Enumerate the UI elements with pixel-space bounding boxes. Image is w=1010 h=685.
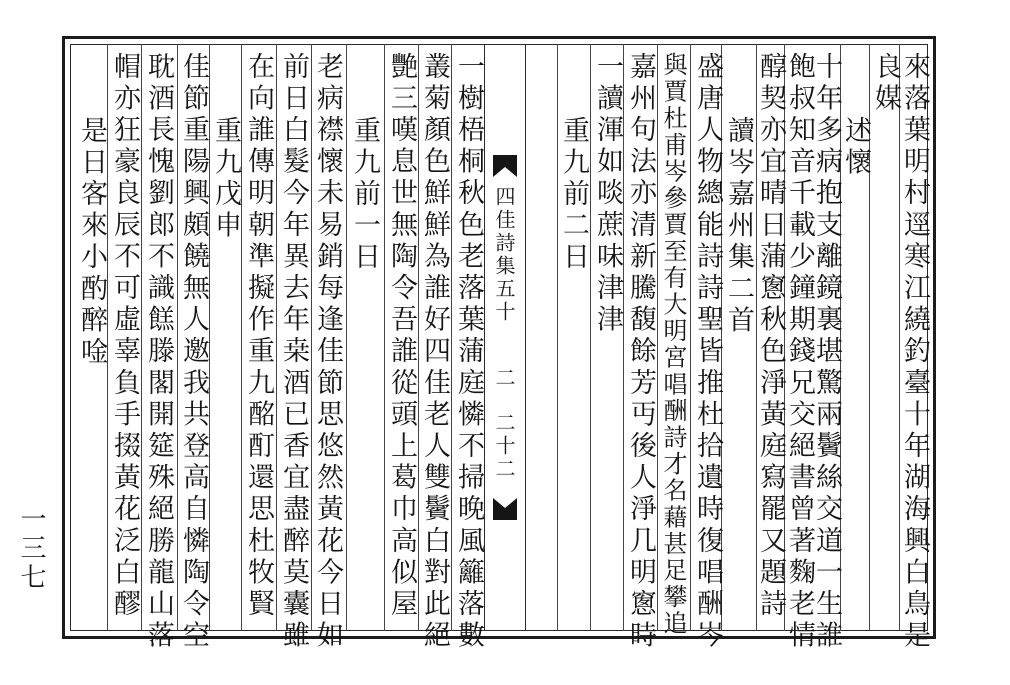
fold-column (484, 44, 526, 631)
text-column-14: 叢菊顏色鮮鮮為誰好四佳老人雙鬢白對此絕 (419, 52, 450, 653)
fold-page: 二十二 (492, 412, 516, 481)
poem-title-shu-huai: 述懷 (840, 116, 871, 180)
text-column-21: 佳節重陽興頗饒無人邀我共登高自憐陶令空 (178, 52, 209, 653)
text-column-9: 與賈杜甫岑參賈至有大明宮唱酬詩才名藉甚足攀追 (659, 52, 687, 638)
margin-page-number: 一三七 (16, 505, 46, 592)
column-rule (384, 44, 385, 631)
text-column-19: 在向誰傳明朝準擬作重九酩酊還思杜牧賢 (243, 52, 274, 621)
text-column-23: 帽亦狂豪良辰不可虛辜負手掇黃花泛白醪 (109, 52, 140, 621)
text-column-24: 是日客來小酌醉唫 (76, 116, 107, 369)
text-column-13: 一樹梧桐秋色老落葉蒲庭憐不掃晚風籬落數 (453, 52, 484, 653)
text-column-22: 耽酒長愧劉郎不識餻滕閣開筵殊絕勝龍山落 (143, 52, 174, 653)
column-rule (346, 44, 347, 631)
column-rule (276, 44, 277, 631)
fold-juan: 二 (492, 367, 516, 390)
column-rule (657, 44, 658, 631)
column-rule (623, 44, 624, 631)
text-column-17: 老病襟懷未易銷每逢佳節思悠然黃花今日如 (312, 52, 343, 653)
column-rule (590, 44, 591, 631)
fish-tail-mark-top (493, 155, 517, 177)
poem-title-cen-jiazhou: 讀岑嘉州集二首 (723, 116, 754, 338)
fold-title: 四佳詩集五十 (492, 186, 516, 324)
text-column-2: 良媒 (870, 52, 901, 116)
text-column-10: 嘉州句法亦清新騰馥餘芳丏後人淨几明窻時 (625, 52, 656, 653)
text-column-6: 醇契亦宜晴日蒲窻秋色淨黃庭寫罷又題詩 (755, 52, 786, 621)
column-rule (141, 44, 142, 631)
text-column-18: 前日白髮今年異去年桒酒已香宜盡醉莫囊雖 (278, 52, 309, 653)
column-rule (241, 44, 242, 631)
column-rule (690, 44, 691, 631)
column-rule (107, 44, 108, 631)
text-column-8: 盛唐人物總能詩詩聖皆推杜拾遺時復唱酬岑 (692, 52, 723, 653)
text-column-5: 飽叔知音千載少鐘期錢兄交絕書曾著麴老情 (784, 52, 815, 653)
text-column-1: 來落葉明村逕寒江繞釣臺十年湖海興白鳥是 (899, 52, 930, 653)
text-column-4: 十年多病抱支離鏡裏堪驚兩鬢絲交道一生誰 (811, 52, 842, 653)
text-column-15: 艷三嘆息世無陶令吾誰從頭上葛巾高似屋 (386, 52, 417, 621)
poem-title-chongjiu-wushen: 重九戊申 (210, 116, 241, 243)
poem-title-chongjiu-qian-yi: 重九前一日 (349, 116, 380, 274)
column-rule (451, 44, 452, 631)
text-column-11: 一讀渾如啖蔗味津津 (592, 52, 623, 337)
poem-title-chongjiu-qian-er: 重九前二日 (558, 116, 589, 274)
fish-tail-mark-bottom (493, 498, 517, 520)
